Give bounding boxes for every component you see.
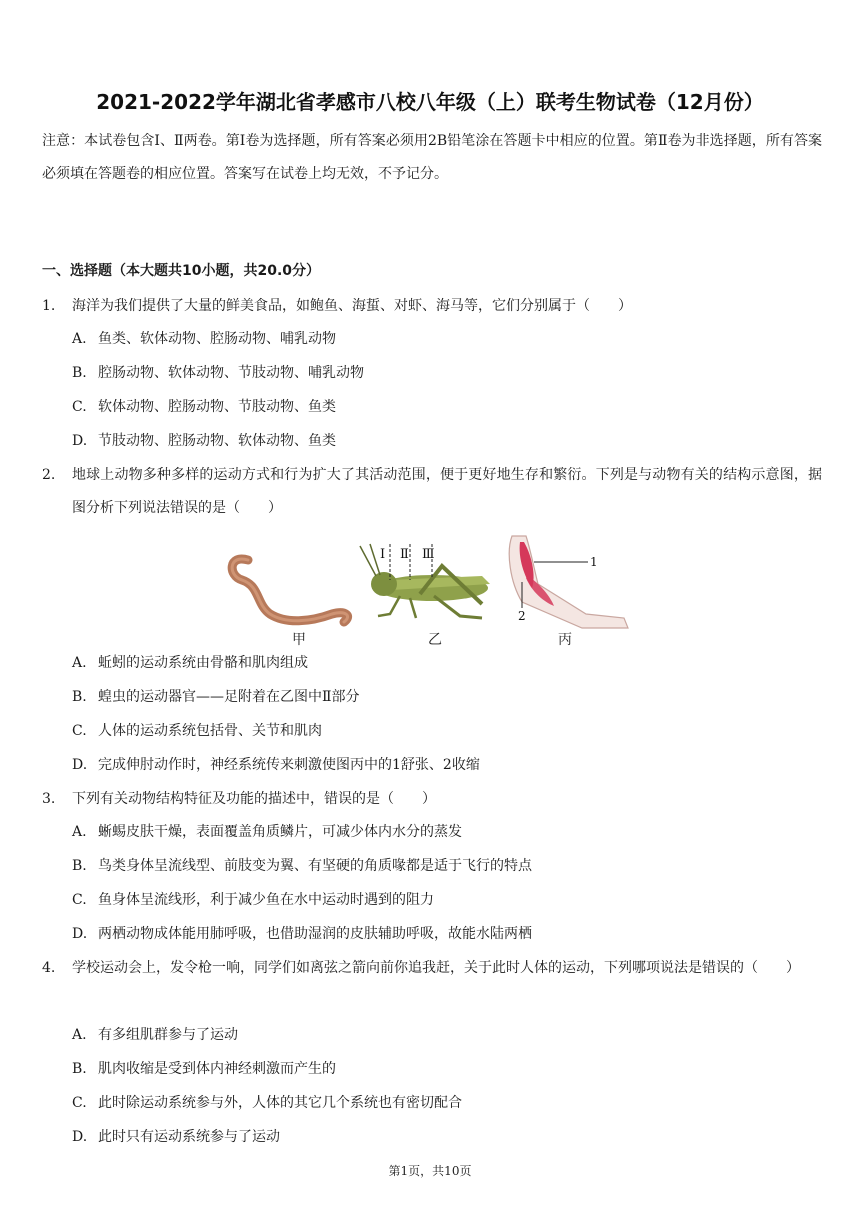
option-label: D. [72, 433, 88, 449]
question-stem: 海洋为我们提供了大量的鲜美食品，如鲍鱼、海蜇、对虾、海马等，它们分别属于（ ） [72, 298, 632, 314]
question-2 [42, 459, 822, 525]
option-text: 鸟类身体呈流线型、前肢变为翼、有坚硬的角质喙都是适于飞行的特点 [98, 858, 532, 874]
question-stem: 学校运动会上，发令枪一响，同学们如离弦之箭向前你追我赶，关于此时人体的运动，下列哪项说法是错误的（ ） [72, 960, 800, 976]
exam-notice: 注意：本试卷包含Ⅰ、Ⅱ两卷。第Ⅰ卷为选择题，所有答案必须用2B铅笔涂在答题卡中相应的位置。第Ⅱ卷为非选择题，所有答案必须填在答题卷的相应位置。答案写在试卷上均无效，不予记分。 [42, 133, 822, 182]
question-4 [42, 952, 822, 985]
option-label: B. [72, 858, 87, 874]
label-roman-2: Ⅱ [400, 547, 409, 562]
option-c[interactable] [72, 890, 434, 910]
option-label: C. [72, 1095, 87, 1111]
option-a[interactable] [72, 329, 336, 349]
question-stem: 地球上动物多种多样的运动方式和行为扩大了其活动范围，便于更好地生存和繁衍。下列是与动物有关的结构示意图，据图分析下列说法错误的是（ ） [72, 467, 822, 516]
option-c[interactable] [72, 397, 336, 417]
option-a[interactable] [72, 1025, 238, 1045]
option-label: B. [72, 689, 87, 705]
option-label: A. [72, 331, 87, 347]
option-text: 节肢动物、腔肠动物、软体动物、鱼类 [98, 433, 336, 449]
option-b[interactable] [72, 363, 364, 383]
label-arrow-1: 1 [590, 555, 598, 569]
option-b[interactable] [72, 1059, 336, 1079]
label-yi: 乙 [428, 632, 442, 648]
option-d[interactable] [72, 755, 480, 775]
option-label: D. [72, 757, 88, 773]
option-text: 蝗虫的运动器官——足附着在乙图中Ⅱ部分 [98, 689, 360, 705]
question-number: 4. [42, 960, 56, 976]
option-b[interactable] [72, 687, 360, 707]
option-label: C. [72, 723, 87, 739]
option-text: 人体的运动系统包括骨、关节和肌肉 [98, 723, 322, 739]
option-text: 肌肉收缩是受到体内神经刺激而产生的 [98, 1061, 336, 1077]
option-text: 此时除运动系统参与外，人体的其它几个系统也有密切配合 [98, 1095, 462, 1111]
option-b[interactable] [72, 856, 532, 876]
option-text: 鱼身体呈流线形，利于减少鱼在水中运动时遇到的阻力 [98, 892, 434, 908]
option-c[interactable] [72, 721, 322, 741]
option-text: 有多组肌群参与了运动 [98, 1027, 238, 1043]
option-label: C. [72, 399, 87, 415]
question-number: 3. [42, 791, 56, 807]
label-jia: 甲 [292, 632, 306, 648]
option-label: B. [72, 365, 87, 381]
option-label: A. [72, 1027, 87, 1043]
question-1 [42, 290, 822, 323]
option-d[interactable] [72, 1127, 280, 1147]
question-3 [42, 783, 822, 816]
option-label: D. [72, 926, 88, 942]
page-title: 2021-2022学年湖北省孝感市八校八年级（上）联考生物试卷（12月份） [96, 90, 764, 114]
section-title: 一、选择题（本大题共10小题，共20.0分） [42, 263, 321, 279]
option-a[interactable] [72, 653, 308, 673]
option-text: 腔肠动物、软体动物、节肢动物、哺乳动物 [98, 365, 364, 381]
animal-structure-figure [220, 532, 640, 652]
option-label: D. [72, 1129, 88, 1145]
question-stem: 下列有关动物结构特征及功能的描述中，错误的是（ ） [72, 791, 436, 807]
label-roman-1: Ⅰ [380, 547, 386, 562]
option-text: 蚯蚓的运动系统由骨骼和肌肉组成 [98, 655, 308, 671]
option-text: 完成伸肘动作时，神经系统传来刺激使图丙中的1舒张、2收缩 [98, 757, 480, 773]
option-label: A. [72, 824, 87, 840]
option-d[interactable] [72, 924, 532, 944]
option-label: A. [72, 655, 87, 671]
earthworm-illustration [232, 559, 347, 622]
page-footer: 第1页，共10页 [388, 1164, 472, 1178]
option-label: B. [72, 1061, 87, 1077]
label-arrow-2: 2 [518, 609, 526, 623]
label-roman-3: Ⅲ [422, 547, 435, 562]
option-d[interactable] [72, 431, 336, 451]
option-text: 软体动物、腔肠动物、节肢动物、鱼类 [98, 399, 336, 415]
label-bing: 丙 [558, 632, 572, 648]
question-number: 1. [42, 298, 56, 314]
option-c[interactable] [72, 1093, 462, 1113]
human-arm-illustration [509, 536, 628, 628]
option-text: 蜥蜴皮肤干燥，表面覆盖角质鳞片，可减少体内水分的蒸发 [98, 824, 462, 840]
option-text: 此时只有运动系统参与了运动 [98, 1129, 280, 1145]
option-label: C. [72, 892, 87, 908]
option-a[interactable] [72, 822, 462, 842]
question-number: 2. [42, 467, 56, 483]
option-text: 鱼类、软体动物、腔肠动物、哺乳动物 [98, 331, 336, 347]
option-text: 两栖动物成体能用肺呼吸，也借助湿润的皮肤辅助呼吸，故能水陆两栖 [98, 926, 532, 942]
